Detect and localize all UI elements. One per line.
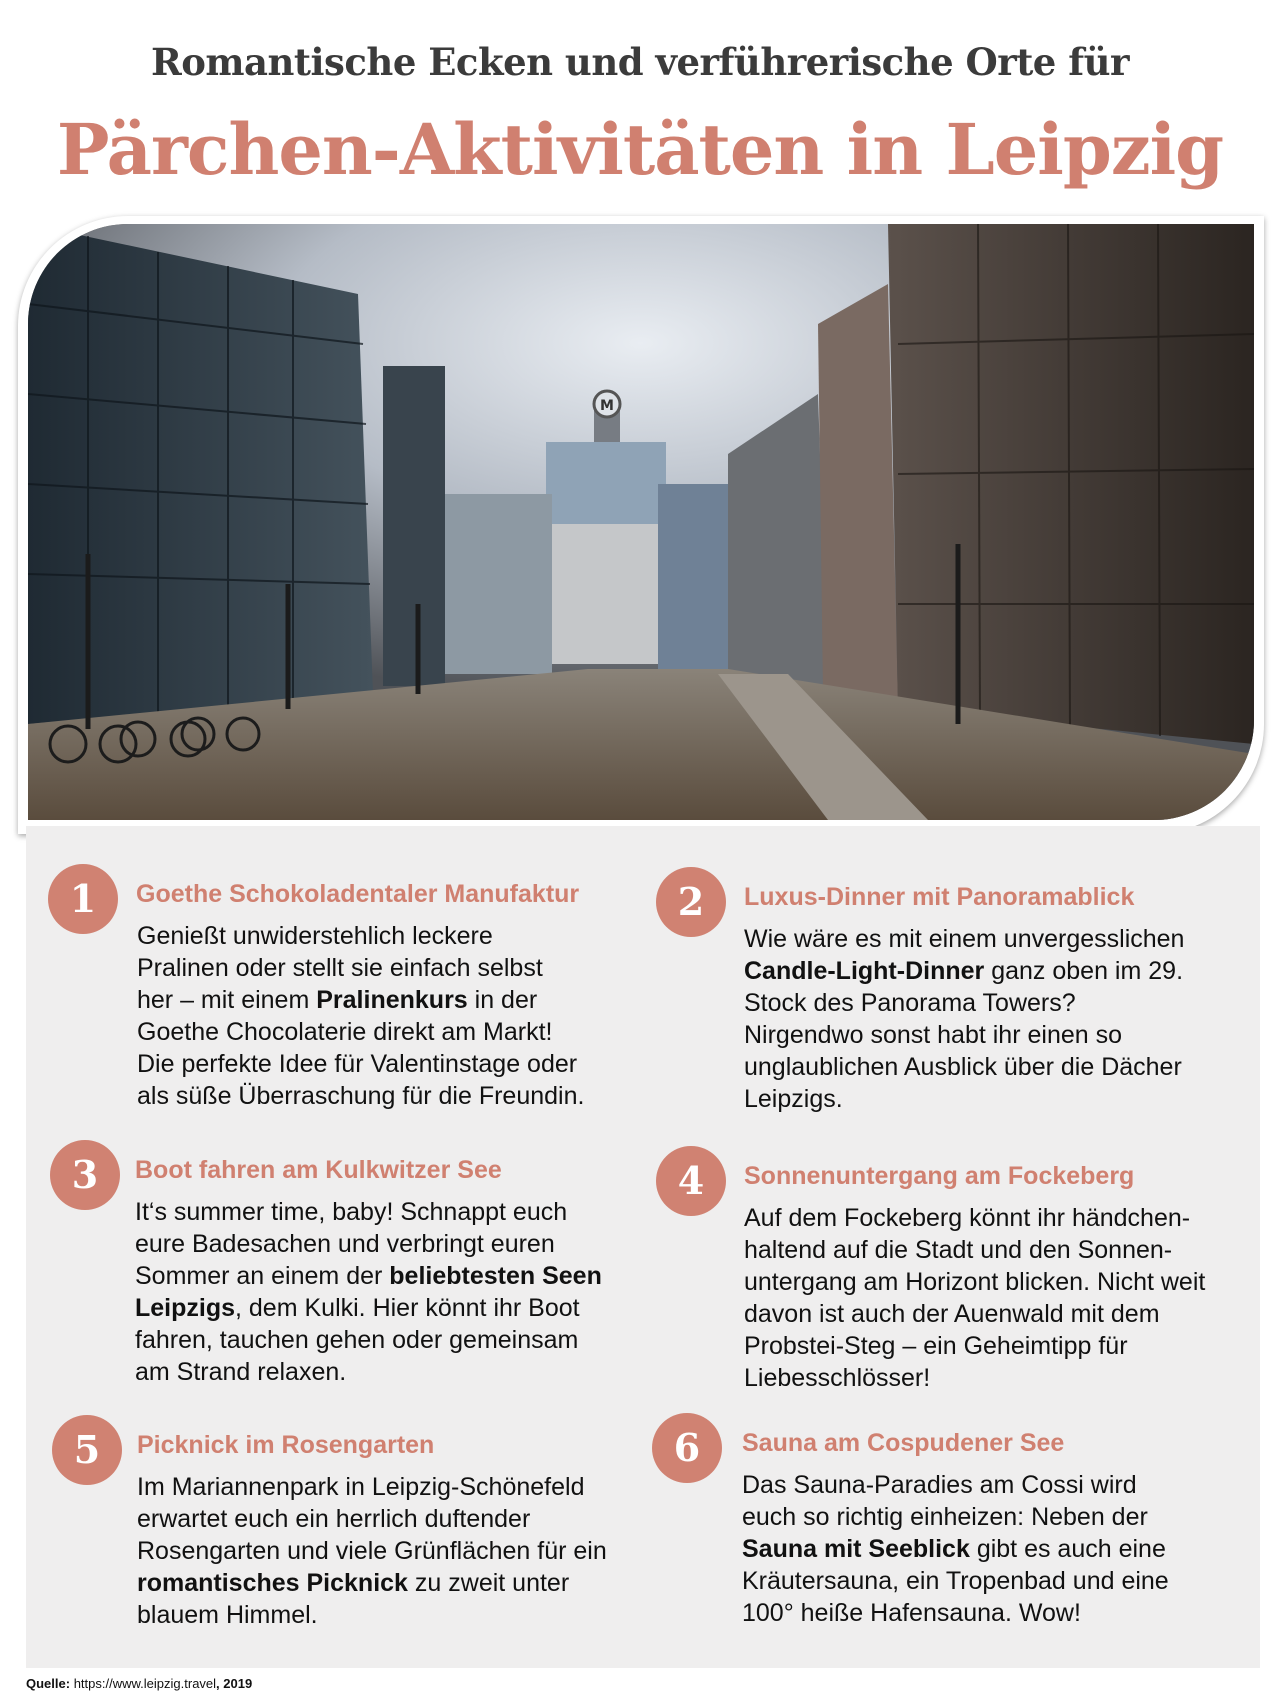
tower-logo-text: M [600, 398, 614, 414]
description-text: untergang am Horizont blicken. Nicht weit [744, 1268, 1206, 1296]
description-line [137, 1471, 677, 1503]
description-text: euch so richtig einheizen: Neben der [742, 1503, 1148, 1531]
activity-number-badge: 6 [652, 1413, 722, 1483]
highlight-text: Candle-Light-Dinner [744, 957, 985, 985]
activity-number-badge: 1 [48, 864, 118, 934]
hero-image [28, 224, 1254, 820]
description-text: blauem Himmel. [137, 1601, 318, 1629]
description-text: 100° heiße Hafensauna. Wow! [742, 1599, 1081, 1627]
description-line [742, 1597, 1262, 1629]
activity-description [742, 1469, 1262, 1629]
description-text: Die perfekte Idee für Valentinstage oder [137, 1050, 578, 1078]
description-line [135, 1228, 675, 1260]
description-text: Sommer an einem der [135, 1262, 390, 1290]
description-text: Kräutersauna, ein Tropenbad und eine [742, 1567, 1169, 1595]
description-text: Stock des Panorama Towers? [744, 989, 1076, 1017]
description-line [744, 1051, 1264, 1083]
description-line [744, 1330, 1264, 1362]
description-text: ganz oben im 29. [984, 957, 1184, 985]
highlight-text: Leipzigs [135, 1294, 236, 1322]
activity-number-badge: 2 [656, 867, 726, 937]
description-text: zu zweit unter [407, 1569, 570, 1597]
description-line [742, 1533, 1262, 1565]
activity-number-badge: 3 [50, 1140, 120, 1210]
description-line [137, 1016, 657, 1048]
description-text: her – mit einem [137, 986, 317, 1014]
activity-description [137, 920, 657, 1112]
description-line [742, 1565, 1262, 1597]
description-line [744, 1019, 1264, 1051]
description-text: Probstei-Steg – ein Geheimtipp für [744, 1332, 1128, 1360]
description-line [744, 1083, 1264, 1115]
description-text: Pralinen oder stellt sie einfach selbst [137, 954, 543, 982]
description-text: gibt es auch eine [969, 1535, 1166, 1563]
description-text: Goethe Chocolaterie direkt am Markt! [137, 1018, 553, 1046]
description-text: Liebesschlösser! [744, 1364, 931, 1392]
description-text: in der [467, 986, 538, 1014]
description-line [135, 1324, 675, 1356]
description-text: Auf dem Fockeberg könnt ihr händchen- [744, 1204, 1191, 1232]
description-line [744, 1202, 1264, 1234]
description-line [137, 952, 657, 984]
description-text: eure Badesachen und verbringt euren [135, 1230, 555, 1258]
activity-number-badge: 4 [656, 1146, 726, 1216]
description-line [744, 955, 1264, 987]
activity-title: Boot fahren am Kulkwitzer See [135, 1156, 502, 1184]
highlight-text: Pralinenkurs [316, 986, 468, 1014]
description-line [744, 923, 1264, 955]
description-text: fahren, tauchen gehen oder gemeinsam [135, 1326, 579, 1354]
description-line [744, 1266, 1264, 1298]
description-line [137, 984, 657, 1016]
description-text: Nirgendwo sonst habt ihr einen so [744, 1021, 1123, 1049]
activity-title: Luxus-Dinner mit Panoramablick [744, 883, 1135, 911]
description-text: erwartet euch ein herrlich duftender [137, 1505, 531, 1533]
source-label: Quelle: [26, 1676, 71, 1691]
description-text: haltend auf die Stadt und den Sonnen- [744, 1236, 1173, 1264]
description-line [137, 920, 657, 952]
description-text: am Strand relaxen. [135, 1358, 347, 1386]
description-line [137, 1535, 677, 1567]
description-line [135, 1292, 675, 1324]
description-line [135, 1196, 675, 1228]
activity-title: Sauna am Cospudener See [742, 1429, 1065, 1457]
activity-title: Goethe Schokoladentaler Manufaktur [136, 880, 580, 908]
description-text: Im Mariannenpark in Leipzig-Schönefeld [137, 1473, 585, 1501]
description-line [137, 1048, 657, 1080]
source-link[interactable]: https://www.leipzig.travel [73, 1676, 217, 1691]
activity-card [50, 1140, 650, 1400]
description-line [744, 987, 1264, 1019]
activity-card [52, 1415, 652, 1655]
description-text: Das Sauna-Paradies am Cossi wird [742, 1471, 1137, 1499]
description-line [742, 1501, 1262, 1533]
description-line [137, 1080, 657, 1112]
description-line [135, 1260, 675, 1292]
activity-description [137, 1471, 677, 1631]
description-line [742, 1469, 1262, 1501]
description-text: unglaublichen Ausblick über die Dächer [744, 1053, 1182, 1081]
activity-card [656, 1146, 1256, 1406]
highlight-text: Sauna mit Seeblick [742, 1535, 970, 1563]
highlight-text: romantisches Picknick [137, 1569, 408, 1597]
page-title: Pärchen-Aktivitäten in Leipzig [56, 108, 1224, 191]
activity-description [744, 923, 1264, 1115]
description-text: Rosengarten und viele Grünflächen für ein [137, 1537, 607, 1565]
highlight-text: beliebtesten Seen [389, 1262, 602, 1290]
activity-card [48, 864, 648, 1124]
description-line [137, 1567, 677, 1599]
description-line [137, 1599, 677, 1631]
description-text: Genießt unwiderstehlich leckere [137, 922, 493, 950]
activity-title: Picknick im Rosengarten [137, 1431, 435, 1459]
description-line [744, 1298, 1264, 1330]
description-text: davon ist auch der Auenwald mit dem [744, 1300, 1160, 1328]
description-line [744, 1362, 1264, 1394]
description-text: , dem Kulki. Hier könnt ihr Boot [235, 1294, 580, 1322]
description-text: Leipzigs. [744, 1085, 843, 1113]
source-year: , 2019 [216, 1676, 253, 1691]
description-text: It‘s summer time, baby! Schnappt euch [135, 1198, 568, 1226]
activity-title: Sonnenuntergang am Fockeberg [744, 1162, 1135, 1190]
description-line [744, 1234, 1264, 1266]
description-line [137, 1503, 677, 1535]
activity-card [652, 1413, 1252, 1653]
description-text: Wie wäre es mit einem unvergesslichen [744, 925, 1185, 953]
activity-number-badge: 5 [52, 1415, 122, 1485]
activity-description [135, 1196, 675, 1388]
source-credit [26, 1676, 252, 1691]
activity-card [656, 867, 1256, 1127]
description-line [135, 1356, 675, 1388]
activity-description [744, 1202, 1264, 1394]
description-text: als süße Überraschung für die Freundin. [137, 1082, 585, 1110]
page-subtitle: Romantische Ecken und verführerische Orte für [150, 40, 1130, 84]
